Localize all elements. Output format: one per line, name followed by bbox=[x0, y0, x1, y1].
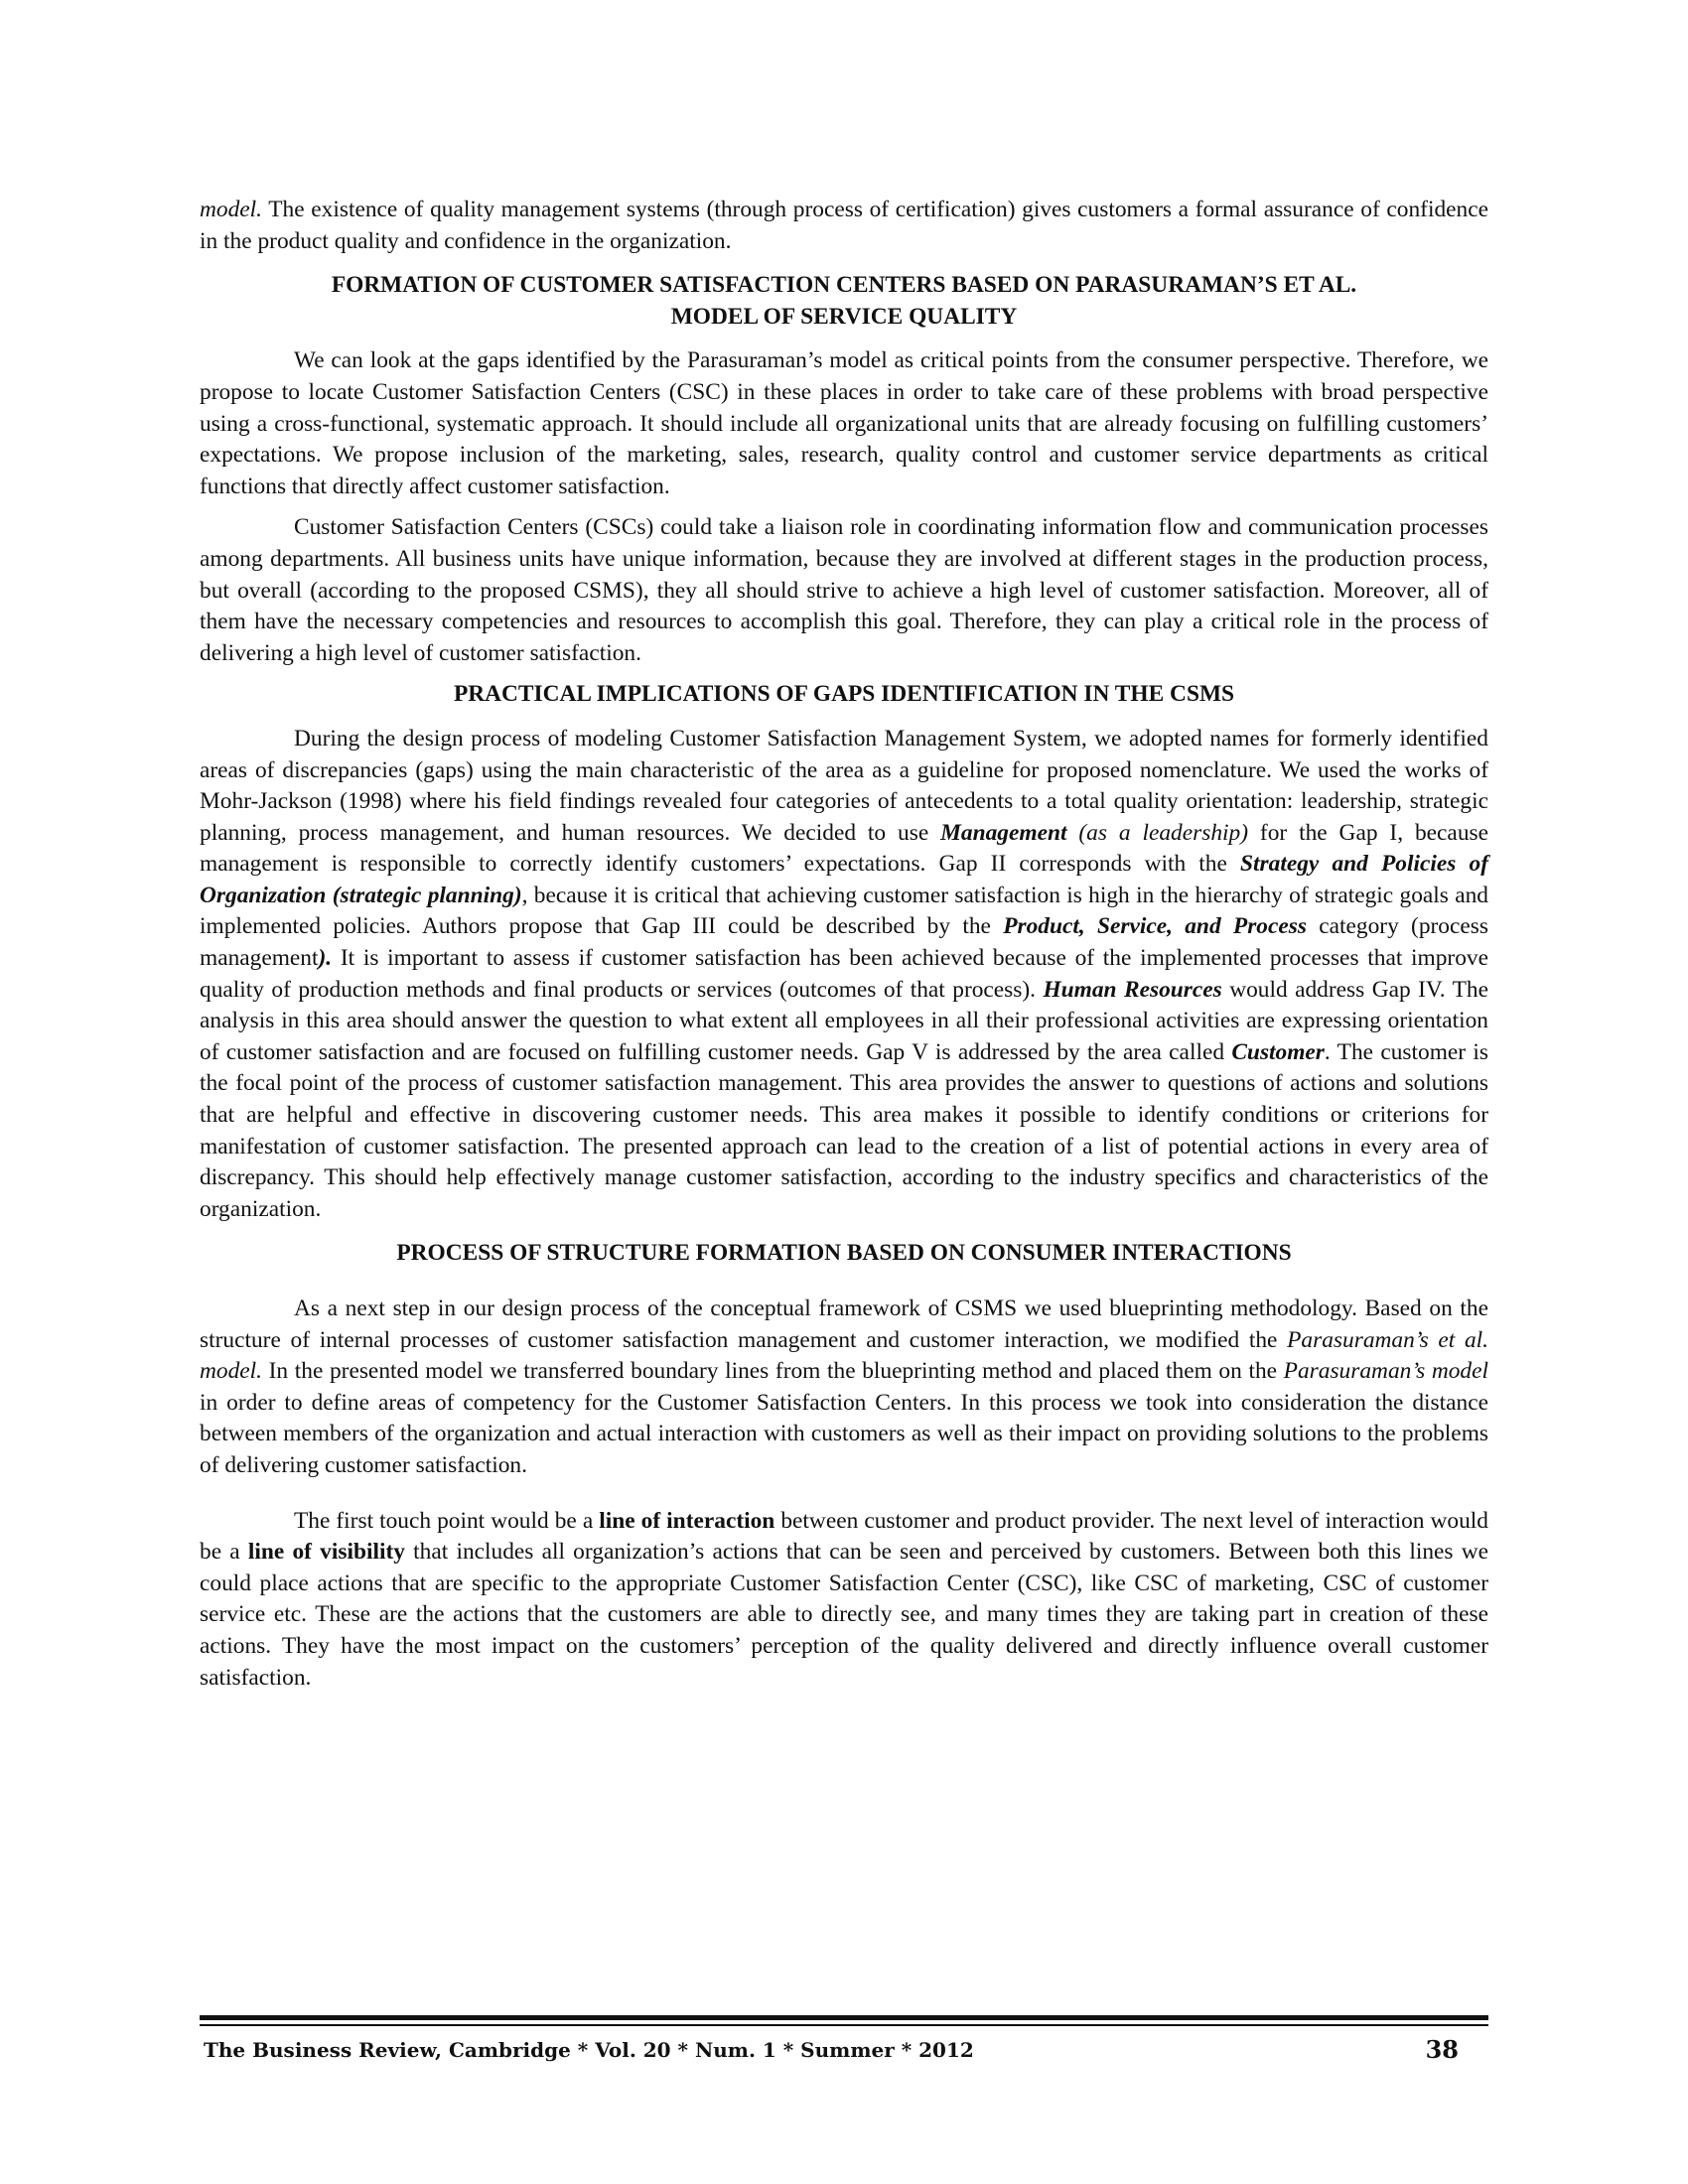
footer-rule-thin bbox=[200, 2024, 1488, 2026]
page-body bbox=[200, 195, 1488, 1694]
paragraph-gaps-critical-points: We can look at the gaps identified by the Parasuraman’s model as critical points from the consumer perspective. Therefore, we propose to locate Customer Satisfaction Centers (CSC) in these places in order to take care of these problems with broad perspective using a cross-functional, systematic approach. It should include all organizational units that are already focusing on fulfilling customers’ expectations. We propose inclusion of the marketing, sales, research, quality control and customer service departments as critical functions that directly affect customer satisfaction. bbox=[200, 347, 1488, 499]
section-heading-structure-formation: PROCESS OF STRUCTURE FORMATION BASED ON CONSUMER INTERACTIONS bbox=[396, 1240, 1292, 1267]
paragraph-csc-liaison: Customer Satisfaction Centers (CSCs) could take a liaison role in coordinating information flow and communication processes among departments. All business units have unique information, because they are involved at different stages in the production process, but overall (according to the proposed CSMS), they all should strive to achieve a high level of customer satisfaction. Moreover, all of them have the necessary competencies and resources to accomplish this goal. Therefore, they can play a critical role in the process of delivering a high level of customer satisfaction. bbox=[200, 514, 1488, 666]
section-heading-practical-implications: PRACTICAL IMPLICATIONS OF GAPS IDENTIFICATION IN THE CSMS bbox=[453, 681, 1235, 708]
page-number: 38 bbox=[1425, 2035, 1459, 2064]
footer-rule-thick bbox=[200, 2015, 1488, 2020]
paragraph-continuation: model. The existence of quality management systems (through process of certification) gives customers a formal assurance of confidence in the product quality and confidence in the organization. bbox=[200, 197, 1488, 254]
paragraph-blueprinting: As a next step in our design process of the conceptual framework of CSMS we used blueprinting methodology. Based on the structure of internal processes of customer satisfaction management and customer interaction, we modified the Parasuraman’s et al. model. In the presented model we transferred boundary lines from the blueprinting method and placed them on the Parasuraman’s model in order to define areas of competency for the Customer Satisfaction Centers. In this process we took into consideration the distance between members of the organization and actual interaction with customers as well as their impact on providing solutions to the problems of delivering customer satisfaction. bbox=[200, 1296, 1489, 1478]
paragraph-touch-points: The first touch point would be a line of interaction between customer and product provider. The next level of interaction would be a line of visibility that includes all organization’s actions that can be seen and perceived by customers. Between both this lines we could place actions that are specific to the appropriate Customer Satisfaction Center (CSC), like CSC of marketing, CSC of customer service etc. These are the actions that the customers are able to directly see, and many times they are taking part in creation of these actions. They have the most impact on the customers’ perception of the quality delivered and directly influence overall customer satisfaction. bbox=[200, 1507, 1489, 1691]
paragraph-gap-nomenclature: During the design process of modeling Customer Satisfaction Management System, we adopted names for formerly identified areas of discrepancies (gaps) using the main characteristic of the area as a guideline for proposed nomenclature. We used the works of Mohr-Jackson (1998) where his field findings revealed four categories of antecedents to a total quality orientation: leadership, strategic planning, process management, and human resources. We decided to use Management (as a leadership) for the Gap I, because management is responsible to correctly identify customers’ expectations. Gap II corresponds with the Strategy and Policies of Organization (strategic planning), because it is critical that achieving customer satisfaction is high in the hierarchy of strategic goals and implemented policies. Authors propose that Gap III could be described by the Product, Service, and Process category (process management). It is important to assess if customer satisfaction has been achieved because of the implemented processes that improve quality of production methods and final products or services (outcomes of that process). Human Resources would address Gap IV. The analysis in this area should answer the question to what extent all employees in all their professional activities are expressing orientation of customer satisfaction and are focused on fulfilling customer needs. Gap V is addressed by the area called Customer. The customer is the focal point of the process of customer satisfaction management. This area provides the answer to questions of actions and solutions that are helpful and effective in discovering customer needs. This area makes it possible to identify conditions or criterions for manifestation of customer satisfaction. The presented approach can lead to the creation of a list of potential actions in every area of discrepancy. This should help effectively manage customer satisfaction, according to the industry specifics and characteristics of the organization. bbox=[200, 725, 1488, 1222]
journal-citation: The Business Review, Cambridge * Vol. 20 * Num. 1 * Summer * 2012 bbox=[204, 2038, 974, 2062]
section-heading-formation: FORMATION OF CUSTOMER SATISFACTION CENTERS BASED ON PARASURAMAN’S ET AL. MODEL OF SERVICE QUALITY bbox=[331, 272, 1357, 330]
italic-text: model. bbox=[200, 197, 263, 222]
